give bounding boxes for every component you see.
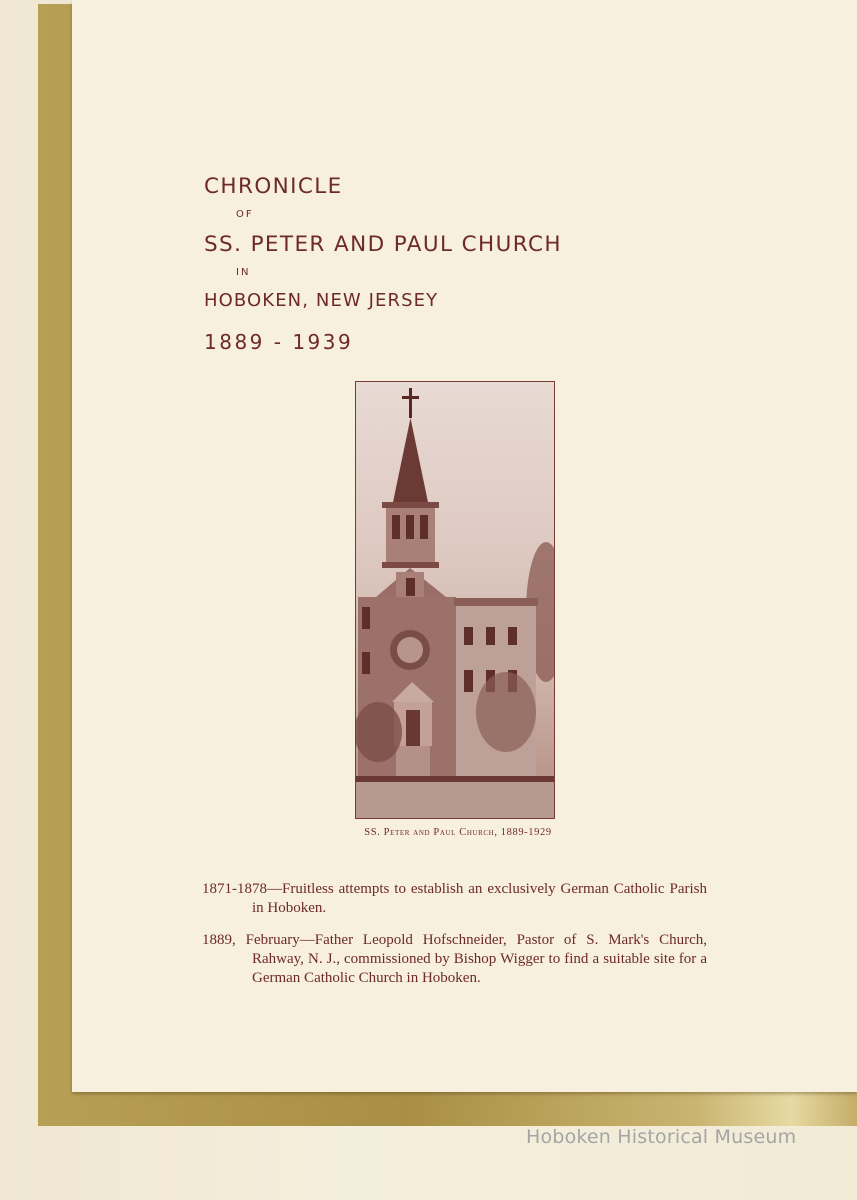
cross-icon	[409, 388, 412, 418]
church-illustration	[356, 382, 554, 818]
sidewalk	[356, 782, 554, 818]
title-block	[204, 172, 804, 356]
title-location: HOBOKEN, NEW JERSEY	[204, 290, 439, 311]
spire	[392, 418, 429, 507]
museum-watermark: Hoboken Historical Museum	[526, 1126, 797, 1148]
photo-caption: SS. Peter and Paul Church, 1889-1929	[364, 827, 552, 838]
title-dates: 1889 - 1939	[204, 330, 354, 354]
title-in: IN	[236, 267, 251, 278]
title-of: OF	[236, 209, 254, 220]
title-chronicle: CHRONICLE	[204, 174, 343, 199]
title-church-name: SS. PETER AND PAUL CHURCH	[204, 232, 562, 257]
church-photograph	[355, 381, 555, 819]
chronicle-entry: 1871-1878—Fruitless attempts to establish an exclusively German Catholic Parish in Hoboken.	[202, 881, 707, 916]
chronicle-entry: 1889, February—Father Leopold Hofschneider, Pastor of S. Mark's Church, Rahway, N. J., commissioned by Bishop Wigger to find a suitable site for a German Catholic Church in Hoboken.	[202, 932, 707, 986]
